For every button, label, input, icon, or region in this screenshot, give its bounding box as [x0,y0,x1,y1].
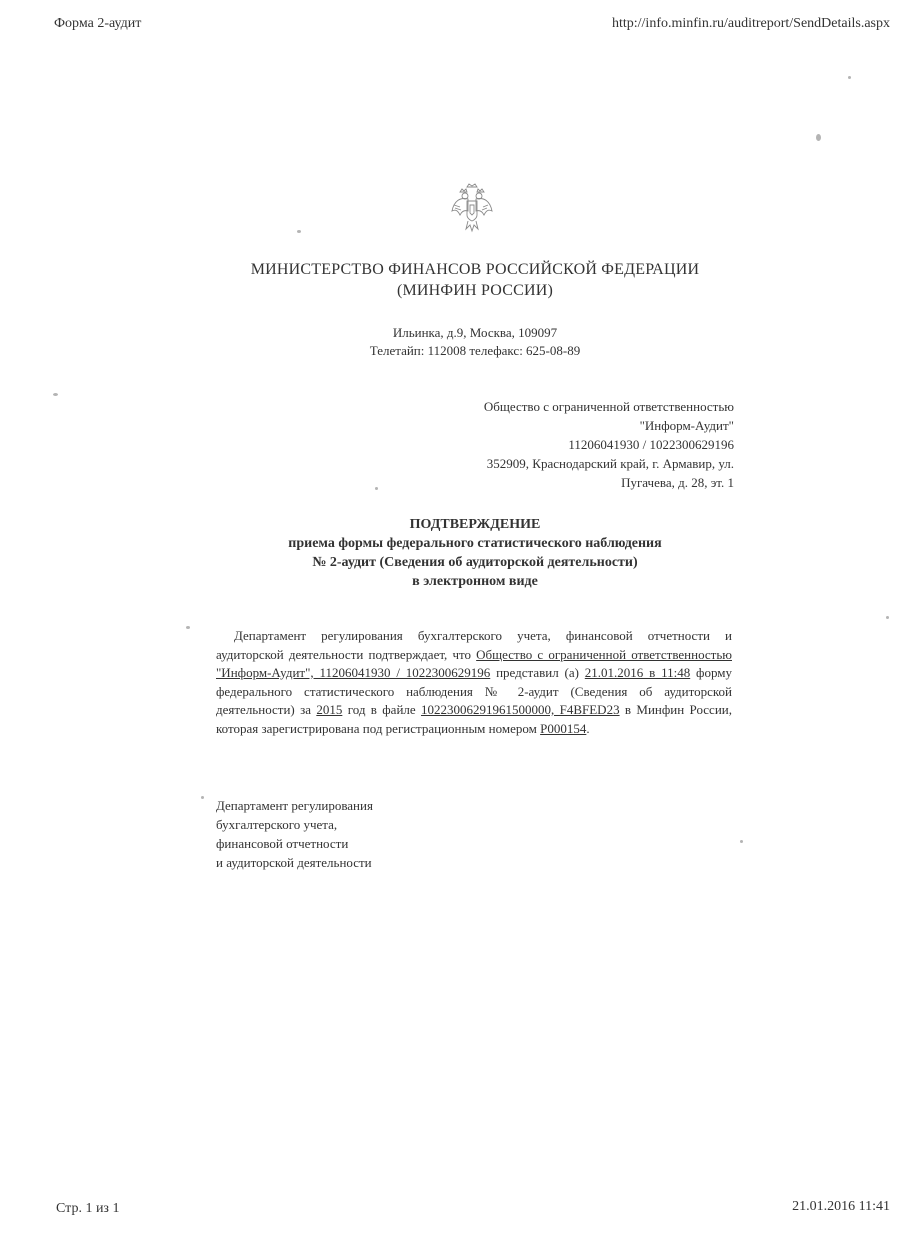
title-line: в электронном виде [412,574,538,589]
file-name: 10223006291961500000, F4BFED23 [421,702,620,717]
scan-speck [53,393,58,396]
address-line: Ильинка, д.9, Москва, 109097 [392,325,558,340]
recipient-line: Пугачева, д. 28, эт. 1 [621,475,734,490]
page-counter: Стр. 1 из 1 [56,1201,120,1216]
scan-speck [848,76,851,79]
document-title [0,515,900,591]
print-datetime: 21.01.2016 11:41 [792,1199,890,1214]
signature-line: бухгалтерского учета, [216,817,338,832]
scan-speck [886,616,889,619]
body-text: представил (а) [490,665,585,680]
body-text: форму федерального статистического наблюдения № 2-аудит (Сведения об аудиторской деятельности) за [216,665,732,717]
scan-speck [186,626,190,629]
registration-number: P000154 [540,720,587,736]
coat-of-arms-icon [450,183,494,235]
signature-line: финансовой отчетности [216,836,349,851]
body-text: . [586,720,590,736]
scan-speck [740,840,743,843]
submission-datetime: 21.01.2016 в 11:48 [584,665,691,680]
scan-speck [201,796,204,799]
signature-line: Департамент регулирования [216,798,373,813]
print-header-url: http://info.minfin.ru/auditreport/SendDetails.aspx [611,16,890,31]
confirmation-paragraph [216,627,732,738]
organization-name: Общество с ограниченной ответственностью "Информ-Аудит", 11206041930 / 1022300629196 [216,646,732,680]
title-line: ПОДТВЕРЖДЕНИЕ [409,517,541,532]
recipient-line: Общество с ограниченной ответственностью [483,399,734,414]
scan-speck [816,134,821,141]
body-text: в Минфин России, которая зарегистрирована под регистрационным номером [216,702,732,736]
title-line: приема формы федерального статистического наблюдения [288,536,662,551]
report-year: 2015 [316,702,343,717]
recipient-block [414,397,734,492]
recipient-line: 352909, Краснодарский край, г. Армавир, ул. [486,456,734,471]
ministry-name-line: МИНИСТЕРСТВО ФИНАНСОВ РОССИЙСКОЙ ФЕДЕРАЦИИ [250,261,700,278]
ministry-name [0,259,900,301]
body-text: год в файле [342,702,422,717]
scan-speck [297,230,301,233]
ministry-address [0,324,900,360]
title-line: № 2-аудит (Сведения об аудиторской деятельности) [312,555,638,570]
signature-block [216,796,373,872]
print-header-title: Форма 2-аудит [54,16,142,31]
scan-speck [375,487,378,490]
contacts-line: Телетайп: 112008 телефакс: 625-08-89 [369,343,581,358]
ministry-abbreviation: (МИНФИН РОССИИ) [396,282,554,299]
recipient-line: "Информ-Аудит" [639,418,734,433]
body-text: Департамент регулирования бухгалтерского учета, финансовой отчетности и аудиторской деятельности подтверждает, что [216,628,732,662]
recipient-line: 11206041930 / 1022300629196 [568,437,734,452]
signature-line: и аудиторской деятельности [216,855,372,870]
